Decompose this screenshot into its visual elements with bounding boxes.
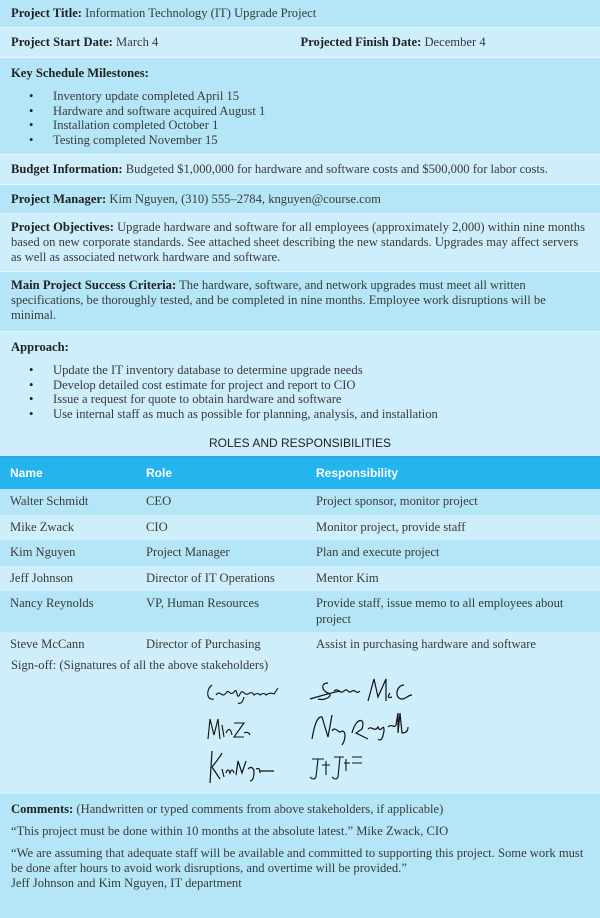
approach-list	[11, 363, 590, 421]
cell-role: VP, Human Resources	[136, 591, 306, 632]
column-header: Name	[0, 458, 136, 489]
table-row	[0, 489, 600, 515]
list-item: • Installation completed October 1	[39, 118, 590, 133]
objectives-row	[0, 213, 600, 271]
table-row	[0, 632, 600, 658]
success-criteria: The hardware, software, and network upgrades must meet all written specifications, be thoroughly tested, and be completed in nine months. Employee work disruptions will be minimal.	[11, 278, 546, 322]
comment-attribution: Jeff Johnson and Kim Nguyen, IT department	[11, 875, 242, 890]
roles-table	[0, 458, 600, 658]
table-header	[0, 458, 600, 489]
signature-jeff-johnson	[306, 751, 366, 783]
list-item: • Use internal staff as much as possible for planning, analysis, and installation	[39, 407, 590, 422]
project-manager: Kim Nguyen, (310) 555–2784, knguyen@course.com	[109, 192, 381, 206]
start-date: March 4	[116, 35, 159, 49]
cell-name: Jeff Johnson	[0, 566, 136, 592]
budget-info: Budgeted $1,000,000 for hardware and software costs and $500,000 for labor costs.	[125, 162, 548, 176]
cell-responsibility: Assist in purchasing hardware and software	[306, 632, 600, 658]
signoff-section	[0, 658, 600, 794]
signature-steve-mccann	[306, 675, 416, 707]
label: Approach:	[11, 340, 69, 354]
project-title: Information Technology (IT) Upgrade Project	[85, 6, 317, 20]
signatures	[11, 673, 590, 783]
table-row	[0, 515, 600, 541]
cell-role: Director of Purchasing	[136, 632, 306, 658]
roles-title: ROLES AND RESPONSIBILITIES	[0, 428, 600, 458]
list-item: • Issue a request for quote to obtain hardware and software	[39, 392, 590, 407]
approach-section	[0, 331, 600, 428]
milestones-list	[11, 89, 590, 147]
finish-date: December 4	[424, 35, 486, 49]
label: Budget Information:	[11, 162, 123, 176]
cell-role: CIO	[136, 515, 306, 541]
cell-responsibility: Plan and execute project	[306, 540, 600, 566]
comments-note: (Handwritten or typed comments from above stakeholders, if applicable)	[76, 801, 444, 816]
cell-name: Nancy Reynolds	[0, 591, 136, 632]
table-row	[0, 540, 600, 566]
cell-responsibility: Monitor project, provide staff	[306, 515, 600, 541]
cell-role: Director of IT Operations	[136, 566, 306, 592]
signature-nancy-reynolds	[306, 709, 421, 749]
comment: “This project must be done within 10 months at the absolute latest.” Mike Zwack, CIO	[11, 823, 449, 838]
list-item: • Develop detailed cost estimate for project and report to CIO	[39, 378, 590, 393]
list-item: • Inventory update completed April 15	[39, 89, 590, 104]
budget-row	[0, 154, 600, 184]
label: Main Project Success Criteria:	[11, 278, 177, 292]
cell-responsibility: Mentor Kim	[306, 566, 600, 592]
success-criteria-row	[0, 271, 600, 331]
cell-name: Steve McCann	[0, 632, 136, 658]
cell-name: Walter Schmidt	[0, 489, 136, 515]
project-title-row	[0, 0, 600, 27]
label: Project Objectives:	[11, 220, 114, 234]
list-item: • Testing completed November 15	[39, 133, 590, 148]
table-row	[0, 591, 600, 632]
cell-name: Mike Zwack	[0, 515, 136, 541]
label: Key Schedule Milestones:	[11, 66, 149, 80]
cell-role: Project Manager	[136, 540, 306, 566]
column-header: Responsibility	[306, 458, 600, 489]
signature-mike-zwack	[204, 715, 254, 743]
cell-name: Kim Nguyen	[0, 540, 136, 566]
cell-responsibility: Provide staff, issue memo to all employees about project	[306, 591, 600, 632]
cell-role: CEO	[136, 489, 306, 515]
label: Project Manager:	[11, 192, 107, 206]
label: Project Title:	[11, 6, 82, 20]
table-row	[0, 566, 600, 592]
cell-responsibility: Project sponsor, monitor project	[306, 489, 600, 515]
label: Comments:	[11, 801, 74, 816]
list-item: • Hardware and software acquired August 1	[39, 104, 590, 119]
milestones-section	[0, 57, 600, 154]
list-item: • Update the IT inventory database to determine upgrade needs	[39, 363, 590, 378]
label: Project Start Date:	[11, 35, 113, 49]
label: Projected Finish Date:	[300, 35, 422, 49]
dates-row	[0, 27, 600, 57]
comments-section	[0, 794, 600, 918]
column-header: Role	[136, 458, 306, 489]
objectives: Upgrade hardware and software for all employees (approximately 2,000) within nine months based on new corporate standards. See attached sheet describing the new standards. Upgrades may affect servers as well as associated network hardware and software.	[11, 220, 586, 264]
signature-kim-nguyen	[204, 749, 279, 785]
comment: “We are assuming that adequate staff will be available and committed to supporting this project. Some work must be done after hours to avoid work disruptions, and overtime will be provided.”	[11, 845, 584, 875]
manager-row	[0, 184, 600, 213]
signoff-label: Sign-off: (Signatures of all the above stakeholders)	[11, 657, 269, 672]
signature-walter-schmidt	[204, 681, 294, 707]
